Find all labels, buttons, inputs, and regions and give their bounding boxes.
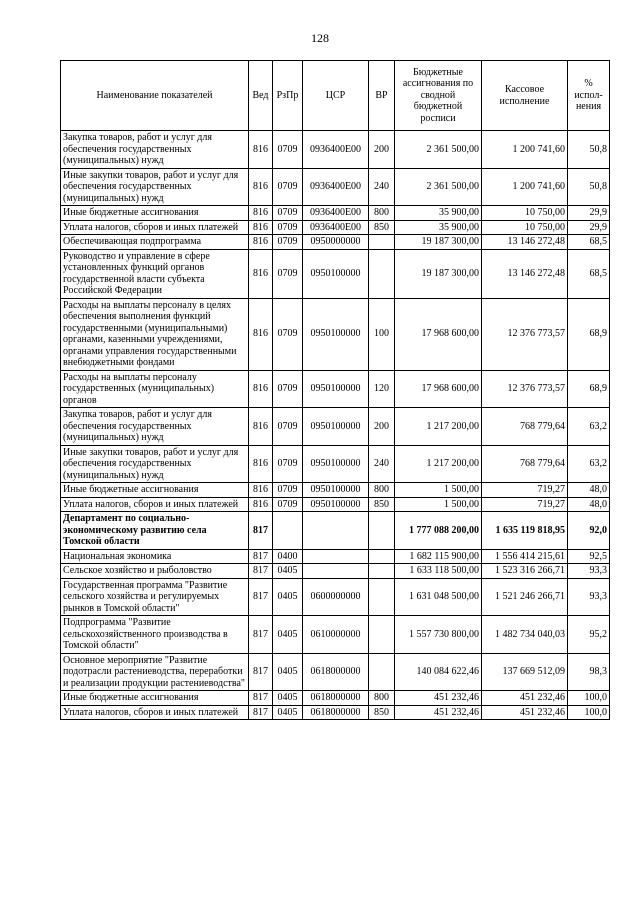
cell-executed: 1 200 741,60 [482,131,568,169]
header-vr: ВР [369,61,395,131]
cell-csr: 0618000000 [303,691,369,706]
cell-csr: 0936400E00 [303,131,369,169]
cell-ved: 816 [249,370,273,408]
cell-assigned: 1 682 115 900,00 [395,549,482,564]
cell-percent: 50,8 [568,168,610,206]
table-row [61,616,610,654]
cell-name: Подпрограмма "Развитие сельскохозяйственного производства в Томской области" [61,616,249,654]
cell-assigned: 1 217 200,00 [395,445,482,483]
cell-rzpr: 0709 [273,408,303,446]
cell-name: Обеспечивающая подпрограмма [61,235,249,250]
cell-name: Иные бюджетные ассигнования [61,691,249,706]
table-row [61,131,610,169]
cell-name: Иные закупки товаров, работ и услуг для обеспечения государственных (муниципальных) нужд [61,168,249,206]
cell-ved: 816 [249,483,273,498]
header-assigned: Бюджетные ассигнования по сводной бюджетной росписи [395,61,482,131]
cell-executed: 13 146 272,48 [482,235,568,250]
table-row [61,220,610,235]
cell-rzpr: 0709 [273,298,303,370]
cell-ved: 816 [249,220,273,235]
cell-name: Иные бюджетные ассигнования [61,483,249,498]
cell-csr: 0936400E00 [303,206,369,221]
cell-name: Сельское хозяйство и рыболовство [61,564,249,579]
cell-percent: 63,2 [568,408,610,446]
cell-vr [369,235,395,250]
table-row [61,691,610,706]
cell-rzpr: 0709 [273,370,303,408]
cell-ved: 817 [249,564,273,579]
cell-vr [369,512,395,550]
cell-executed: 768 779,64 [482,408,568,446]
cell-ved: 816 [249,249,273,298]
cell-vr [369,549,395,564]
table-row [61,445,610,483]
cell-csr: 0618000000 [303,653,369,691]
cell-rzpr: 0405 [273,616,303,654]
header-ved: Вед [249,61,273,131]
table-row [61,483,610,498]
cell-csr [303,564,369,579]
cell-executed: 719,27 [482,497,568,512]
cell-ved: 816 [249,206,273,221]
cell-csr: 0950100000 [303,445,369,483]
table-row [61,549,610,564]
cell-assigned: 17 968 600,00 [395,370,482,408]
cell-executed: 1 523 316 266,71 [482,564,568,579]
cell-percent: 95,2 [568,616,610,654]
cell-name: Закупка товаров, работ и услуг для обеспечения государственных (муниципальных) нужд [61,408,249,446]
cell-name: Уплата налогов, сборов и иных платежей [61,220,249,235]
cell-name: Расходы на выплаты персоналу в целях обеспечения выполнения функций государственными (муниципальными) органами, казенными учреждениями, органами управления государственными внебюджетными фондами [61,298,249,370]
cell-executed: 10 750,00 [482,206,568,221]
cell-name: Расходы на выплаты персоналу государственных (муниципальных) органов [61,370,249,408]
cell-name: Национальная экономика [61,549,249,564]
cell-rzpr: 0405 [273,691,303,706]
table-row [61,370,610,408]
cell-executed: 768 779,64 [482,445,568,483]
table-row [61,298,610,370]
cell-csr: 0610000000 [303,616,369,654]
cell-percent: 93,3 [568,564,610,579]
cell-ved: 816 [249,168,273,206]
cell-csr [303,549,369,564]
table-body [61,131,610,720]
cell-assigned: 1 631 048 500,00 [395,578,482,616]
cell-rzpr: 0709 [273,206,303,221]
cell-ved: 817 [249,691,273,706]
cell-ved: 816 [249,235,273,250]
cell-csr: 0600000000 [303,578,369,616]
cell-name: Департамент по социально-экономическому развитию села Томской области [61,512,249,550]
table-header-row [61,61,610,131]
cell-rzpr: 0709 [273,235,303,250]
header-csr: ЦСР [303,61,369,131]
cell-executed: 13 146 272,48 [482,249,568,298]
cell-percent: 50,8 [568,131,610,169]
cell-executed: 451 232,46 [482,705,568,720]
cell-executed: 719,27 [482,483,568,498]
cell-ved: 817 [249,549,273,564]
cell-rzpr: 0709 [273,249,303,298]
header-executed: Кассовое исполнение [482,61,568,131]
cell-name: Государственная программа "Развитие сельского хозяйства и регулируемых рынков в Томской области" [61,578,249,616]
cell-percent: 29,9 [568,206,610,221]
cell-ved: 817 [249,578,273,616]
cell-assigned: 1 500,00 [395,497,482,512]
cell-vr: 240 [369,168,395,206]
table-row [61,564,610,579]
cell-vr: 100 [369,298,395,370]
cell-executed: 1 482 734 040,03 [482,616,568,654]
cell-name: Уплата налогов, сборов и иных платежей [61,497,249,512]
cell-vr: 200 [369,408,395,446]
cell-percent: 48,0 [568,497,610,512]
cell-assigned: 451 232,46 [395,691,482,706]
cell-assigned: 19 187 300,00 [395,249,482,298]
cell-assigned: 1 217 200,00 [395,408,482,446]
page-number: 128 [311,31,329,45]
cell-csr: 0936400E00 [303,168,369,206]
cell-rzpr: 0709 [273,131,303,169]
cell-executed: 10 750,00 [482,220,568,235]
cell-vr: 800 [369,691,395,706]
cell-vr: 800 [369,206,395,221]
cell-ved: 816 [249,298,273,370]
cell-assigned: 35 900,00 [395,220,482,235]
cell-vr: 120 [369,370,395,408]
cell-vr: 240 [369,445,395,483]
cell-csr: 0950100000 [303,370,369,408]
cell-assigned: 451 232,46 [395,705,482,720]
cell-csr: 0950100000 [303,298,369,370]
cell-assigned: 19 187 300,00 [395,235,482,250]
cell-executed: 12 376 773,57 [482,298,568,370]
cell-percent: 100,0 [568,691,610,706]
cell-assigned: 17 968 600,00 [395,298,482,370]
table-row [61,653,610,691]
cell-executed: 12 376 773,57 [482,370,568,408]
cell-csr: 0950100000 [303,408,369,446]
table-row [61,705,610,720]
cell-percent: 63,2 [568,445,610,483]
cell-vr [369,564,395,579]
cell-csr [303,512,369,550]
cell-executed: 1 521 246 266,71 [482,578,568,616]
cell-percent: 68,5 [568,249,610,298]
table-row [61,578,610,616]
table-row [61,235,610,250]
cell-name: Основное мероприятие "Развитие подотрасли растениеводства, переработки и реализации продукции растениеводства" [61,653,249,691]
cell-csr: 0950100000 [303,249,369,298]
header-name: Наименование показателей [61,61,249,131]
cell-assigned: 1 557 730 800,00 [395,616,482,654]
cell-rzpr: 0405 [273,564,303,579]
cell-name: Руководство и управление в сфере установленных функций органов государственной власти субъекта Российской Федерации [61,249,249,298]
cell-percent: 68,9 [568,370,610,408]
cell-executed: 137 669 512,09 [482,653,568,691]
cell-vr: 200 [369,131,395,169]
cell-name: Закупка товаров, работ и услуг для обеспечения государственных (муниципальных) нужд [61,131,249,169]
cell-vr [369,616,395,654]
cell-ved: 816 [249,408,273,446]
cell-rzpr: 0709 [273,220,303,235]
cell-percent: 68,5 [568,235,610,250]
cell-vr: 850 [369,705,395,720]
cell-percent: 92,5 [568,549,610,564]
cell-vr [369,578,395,616]
table-row [61,497,610,512]
cell-vr: 850 [369,497,395,512]
cell-assigned: 2 361 500,00 [395,131,482,169]
cell-ved: 817 [249,512,273,550]
cell-percent: 48,0 [568,483,610,498]
cell-csr: 0618000000 [303,705,369,720]
table-row [61,512,610,550]
cell-assigned: 140 084 622,46 [395,653,482,691]
cell-csr: 0950100000 [303,497,369,512]
cell-vr [369,249,395,298]
cell-assigned: 1 633 118 500,00 [395,564,482,579]
cell-rzpr: 0709 [273,497,303,512]
cell-ved: 817 [249,616,273,654]
budget-execution-table [60,60,610,720]
cell-assigned: 2 361 500,00 [395,168,482,206]
table-row [61,408,610,446]
cell-ved: 817 [249,653,273,691]
cell-executed: 451 232,46 [482,691,568,706]
cell-rzpr: 0400 [273,549,303,564]
cell-ved: 816 [249,497,273,512]
cell-percent: 92,0 [568,512,610,550]
cell-percent: 98,3 [568,653,610,691]
cell-rzpr: 0405 [273,653,303,691]
cell-ved: 816 [249,131,273,169]
cell-percent: 93,3 [568,578,610,616]
cell-name: Уплата налогов, сборов и иных платежей [61,705,249,720]
header-rzpr: РзПр [273,61,303,131]
cell-rzpr: 0709 [273,168,303,206]
cell-rzpr [273,512,303,550]
cell-percent: 29,9 [568,220,610,235]
cell-executed: 1 556 414 215,61 [482,549,568,564]
cell-vr: 850 [369,220,395,235]
cell-name: Иные бюджетные ассигнования [61,206,249,221]
cell-name: Иные закупки товаров, работ и услуг для обеспечения государственных (муниципальных) нужд [61,445,249,483]
cell-vr [369,653,395,691]
cell-ved: 816 [249,445,273,483]
cell-rzpr: 0709 [273,445,303,483]
table-row [61,206,610,221]
cell-rzpr: 0709 [273,483,303,498]
cell-csr: 0950100000 [303,483,369,498]
cell-executed: 1 635 119 818,95 [482,512,568,550]
cell-ved: 817 [249,705,273,720]
cell-vr: 800 [369,483,395,498]
cell-csr: 0950000000 [303,235,369,250]
cell-assigned: 1 777 088 200,00 [395,512,482,550]
cell-rzpr: 0405 [273,705,303,720]
cell-executed: 1 200 741,60 [482,168,568,206]
header-percent: % испол-нения [568,61,610,131]
cell-percent: 68,9 [568,298,610,370]
table-row [61,249,610,298]
cell-assigned: 35 900,00 [395,206,482,221]
cell-assigned: 1 500,00 [395,483,482,498]
cell-percent: 100,0 [568,705,610,720]
cell-rzpr: 0405 [273,578,303,616]
table-row [61,168,610,206]
cell-csr: 0936400E00 [303,220,369,235]
